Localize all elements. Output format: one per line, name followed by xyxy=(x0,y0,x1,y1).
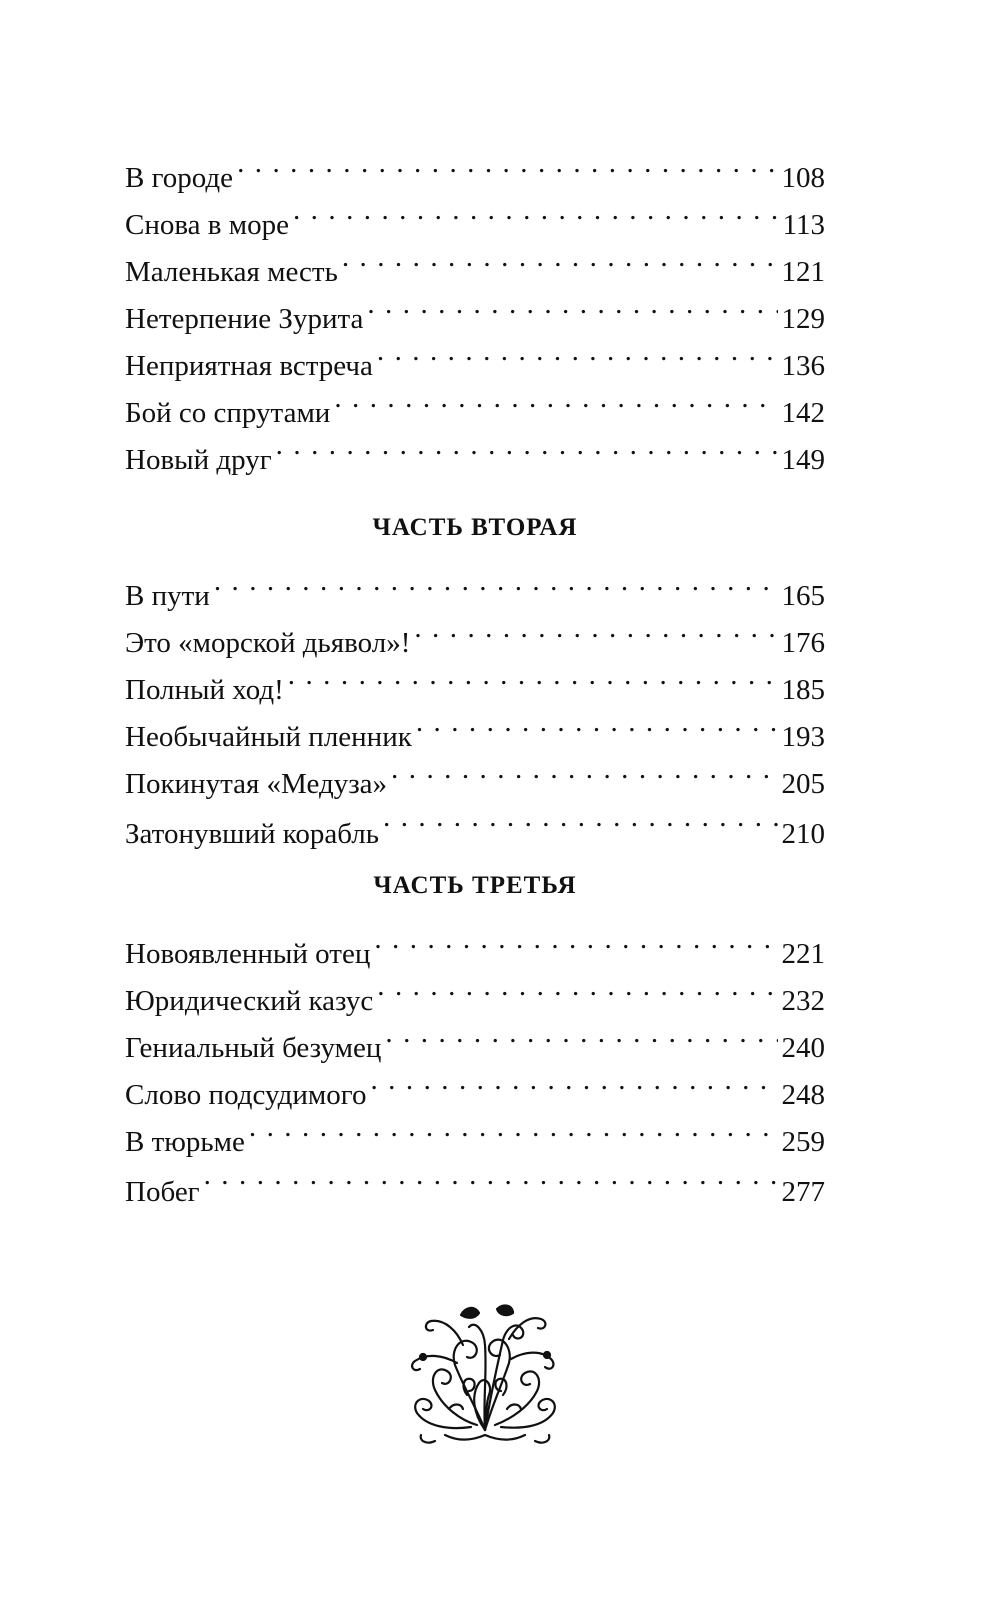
toc-entry-title: Новоявленный отец xyxy=(125,938,371,970)
toc-entry-page: 176 xyxy=(781,627,825,659)
dot-leader xyxy=(288,652,778,699)
dot-leader xyxy=(214,558,778,605)
toc-entry-page: 149 xyxy=(781,444,825,476)
dot-leader xyxy=(377,328,778,375)
part-three-heading: ЧАСТЬ ТРЕТЬЯ xyxy=(373,872,577,899)
toc-entry-title: В тюрьме xyxy=(125,1126,245,1158)
toc-entry-page: 129 xyxy=(781,303,825,335)
toc-entry-title: Неприятная встреча xyxy=(125,350,373,382)
toc-entry[interactable] xyxy=(125,558,825,612)
toc-entry-title: Маленькая месть xyxy=(125,256,338,288)
toc-entry-title: Покинутая «Медуза» xyxy=(125,768,388,800)
toc-entry-title: В городе xyxy=(125,162,234,194)
toc-entry-page: 113 xyxy=(782,209,825,241)
toc-entry-page: 136 xyxy=(781,350,825,382)
toc-entry[interactable] xyxy=(125,605,825,659)
toc-entry-page: 221 xyxy=(781,938,825,970)
toc-entry-title: Слово подсудимого xyxy=(125,1079,367,1111)
toc-entry-title: Полный ход! xyxy=(125,674,284,706)
toc-entry-page: 108 xyxy=(781,162,825,194)
toc-entry-title: Нетерпение Зурита xyxy=(125,303,364,335)
toc-entry-title: Новый друг xyxy=(125,444,272,476)
toc-part-two xyxy=(125,558,825,848)
toc-entry-page: 121 xyxy=(781,256,825,288)
dot-leader xyxy=(367,281,777,328)
toc-entry-page: 240 xyxy=(781,1032,825,1064)
toc-entry-title: Гениальный безумец xyxy=(125,1032,382,1064)
dot-leader xyxy=(385,1010,777,1057)
toc-entry-title: Снова в море xyxy=(125,209,289,241)
toc-entry-title: Это «морской дьявол»! xyxy=(125,627,411,659)
dot-leader xyxy=(414,605,777,652)
dot-leader xyxy=(377,963,777,1010)
toc-entry-title: Необычайный пленник xyxy=(125,721,412,753)
dot-leader xyxy=(370,1057,777,1104)
toc-entry-page: 277 xyxy=(781,1176,825,1208)
dot-leader xyxy=(416,699,778,746)
toc-entry-title: Затонувший корабль xyxy=(125,818,379,850)
toc-entry-title: Юридический казус xyxy=(125,985,374,1017)
dot-leader xyxy=(249,1104,778,1151)
toc-entry-page: 232 xyxy=(781,985,825,1017)
toc-entry-title: В пути xyxy=(125,580,210,612)
toc-entry-page: 193 xyxy=(781,721,825,753)
toc-entry[interactable] xyxy=(125,916,825,970)
toc-entry-page: 142 xyxy=(781,397,825,429)
dot-leader xyxy=(391,746,777,793)
dot-leader xyxy=(204,1154,778,1201)
toc-entry[interactable] xyxy=(125,140,825,194)
toc-entry-title: Бой со спрутами xyxy=(125,397,331,429)
toc-entry-page: 185 xyxy=(781,674,825,706)
toc-entry-page: 259 xyxy=(781,1126,825,1158)
dot-leader xyxy=(276,422,778,469)
dot-leader xyxy=(342,234,778,281)
toc-entry-page: 210 xyxy=(781,818,825,850)
dot-leader xyxy=(374,916,777,963)
dot-leader xyxy=(383,796,778,843)
floral-vignette-icon xyxy=(405,1295,565,1450)
toc-entry-page: 248 xyxy=(781,1079,825,1111)
dot-leader xyxy=(293,187,779,234)
dot-leader xyxy=(334,375,777,422)
toc-part-three xyxy=(125,916,825,1206)
toc-entry-page: 205 xyxy=(781,768,825,800)
dot-leader xyxy=(237,140,777,187)
toc-entry[interactable] xyxy=(125,1154,825,1206)
toc-entry-title: Побег xyxy=(125,1176,200,1208)
toc-entry-page: 165 xyxy=(781,580,825,612)
part-two-heading: ЧАСТЬ ВТОРАЯ xyxy=(372,514,578,541)
toc-part-one xyxy=(125,140,825,476)
